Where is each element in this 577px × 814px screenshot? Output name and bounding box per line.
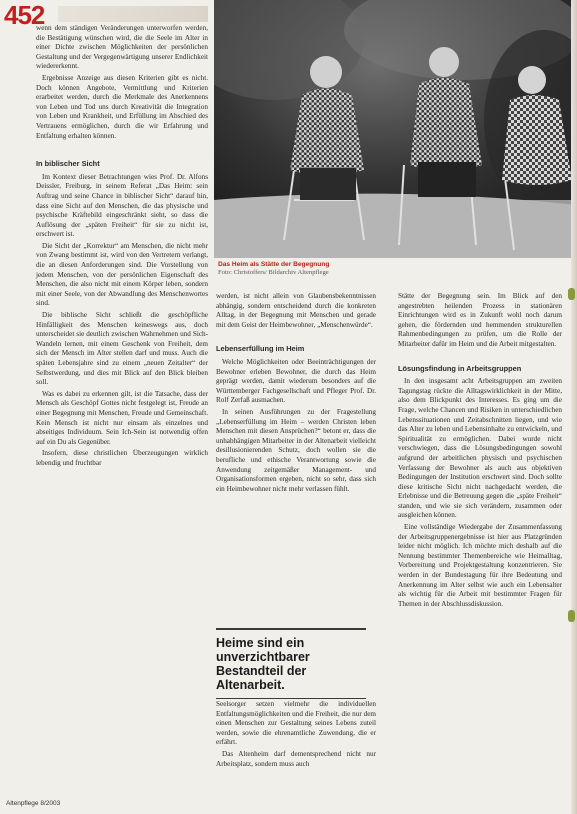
paragraph: Eine vollständige Wiedergabe der Zusammenfassung der Arbeitsgruppenergebnisse ist hier aus Platzgründen leider nicht möglich. Ich möchte mich deshalb auf die Nennung bestimmter Themenbereiche wie Heimalltag, Vorbereitung und Projektgestaltung konzentrieren. Sie werden in der Bundestagung für ihre Bedeutung und Anerkennung im Alter selbst wie auch ein Lebensalter als wichtig für die Arbeit mit bestimmter Fragen für Themen in der Abschlussdiskussion. bbox=[398, 523, 562, 608]
paragraph: Insofern, diese christlichen Überzeugungen wirklich lebendig und fruchtbar bbox=[36, 449, 208, 467]
page-spine bbox=[571, 0, 577, 814]
column-2-continued bbox=[216, 700, 376, 771]
subheading: Lösungsfindung in Arbeitsgruppen bbox=[398, 363, 522, 373]
photo-elderly-women bbox=[214, 0, 577, 258]
paragraph: Stätte der Begegnung sein. Im Blick auf den angestrebten heilenden Prozess in stationären Einrichtungen wird es in Zukunft wohl noch darum gehen, die fördernden und hemmenden strukturellen Rahmenbedingungen zu prüfen, um die Rolle der Mitarbeiter dafür im Heim und die Arbeit mitgestalten. bbox=[398, 292, 562, 348]
column-1 bbox=[36, 24, 208, 471]
column-2 bbox=[216, 292, 376, 496]
paragraph: wenn dem ständigen Veränderungen unterworfen werden, die Bestätigung wünschen wird, die die Seele im Alter in einer Dichte zwischen Möglichkeiten der persönlichen Gestaltung und der Vergegenwärtigung unserer Endlichkeit wiedererkennt. bbox=[36, 24, 208, 71]
paragraph: Das Altenheim darf dementsprechend nicht nur Arbeitsplatz, sondern muss auch bbox=[216, 749, 376, 768]
pullquote: Heime sind ein unverzichtbarer Bestandteil der Altenarbeit. bbox=[216, 628, 366, 699]
paragraph: In den insgesamt acht Arbeitsgruppen am zweiten Tagungstag rückte die Alltagswirklichkeit in der Mitte, also dem Blickpunkt des Interesses. Es ging um die Frage, welche Chancen und Risiken in unterschiedlichen Lebenssituationen und Zeitabschnitten liegen, und wie das Alter zu leben und Lebensinhalte zu entwickeln, und Spiritualität zu ermöglichen. Dabei wurde nicht verschwiegen, dass die Lösungsbedingungen sowohl aufgrund der arbeitlichen physisch und psychischen Verfassung der Bewohner als auch aus objektiven Bedingungen der Institution erschwert sind. Doch sollte diese kritische Sicht nicht nachgedacht werden, die Erlebnisse und die Betreuung gegen die „späte Freiheit“ standen, und wie sie sich verändern, zusammen oder ausgleichen können. bbox=[398, 377, 562, 520]
caption-title: Das Heim als Stätte der Begegnung bbox=[218, 261, 330, 268]
paragraph: Die Sicht der „Korrektur“ am Menschen, die nicht mehr von Zwang bestimmt ist, wird von den Vertretern verlangt, die an diesen Anforderungen sind. Die Vorstellung von jedem Menschen, von der persönlichen Eigenschaft des Menschen, die also nicht mit einem Körper leben, sondern mit einer Seele, von der Abwandlung des Menschenwortes sind. bbox=[36, 241, 208, 308]
paragraph: Die biblische Sicht schließt die geschöpfliche Hinfälligkeit des Menschen keineswegs aus, doch unterscheidet sie deutlich zwischen Wahrnehmen und Sich-Wandeln lernen, mit einem Geschenk von Freiheit, dem sich der Mensch im Alter stellen darf und muss. Auch die späten Lebensjahre sind zu einem „neuen Zeitalter“ der Selbstwerdung, und dies mit Blick auf den Blick bleiben soll. bbox=[36, 311, 208, 387]
paragraph: Im Kontext dieser Betrachtungen wies Prof. Dr. Alfons Deissler, Freiburg, in seinem Referat „Das Heim: sein Auftrag und seine Chance in biblischer Sicht“ darauf hin, dass eine Sicht auf den Menschen, die das physische und psychische Kräftebild eingeschränkt sieht, so dass die Auflösung der „späten Freiheit“ für sie zu nicht ist, erschwert ist. bbox=[36, 172, 208, 239]
subheading: Lebenserfüllung im Heim bbox=[216, 344, 305, 354]
binder-clip-icon bbox=[568, 610, 575, 622]
page-number: 452 bbox=[4, 0, 45, 30]
subheading: In biblischer Sicht bbox=[36, 159, 100, 169]
paragraph: werden, ist nicht allein von Glaubensbekenntnissen abhängig, sondern entscheidend durch die konkreten Alltag, in der Begegnung mit Menschen und gerade mit dem Geist der Heimbewohner, „Menschenwürde“. bbox=[216, 292, 376, 329]
paragraph: Seelsorger setzen vielmehr die individuellen Entfaltungsmöglichkeiten und die Freiheit, die nur dem einen Menschen zur Gestaltung seines Lebens zuteil werden, sowie die ehrenamtliche Zuwendung, die er erfährt. bbox=[216, 700, 376, 747]
footer-label: Altenpflege 8/2003 bbox=[6, 800, 61, 807]
header-band bbox=[58, 6, 208, 22]
paragraph: Ergebnisse Anzeige aus diesen Kriterien gibt es nicht. Doch können Angebote, Vermittlung und Kriterien erarbeitet werden, durch die Merkmale des Anerkennens von Leben und Tod uns durch Kreativität die Integration von Leben und Krankheit, und Erfüllung im Abschied des Vertrauens ermöglichen, durch die wir Erfahrung und Entfaltung erhalten können. bbox=[36, 73, 208, 140]
binder-clip-icon bbox=[568, 288, 575, 300]
column-3 bbox=[398, 292, 562, 611]
paragraph: In seinen Ausführungen zu der Fragestellung „Lebenserfüllung im Heim – werden Christen leben Menschen mit diesen Ansprüchen?“ betont er, dass die unhabhängigen Mitarbeiter in der Altenarbeit vielleicht desillusionierenden Schutz, doch wollen sie die berufliche und ethische Verantwortung sowie die Anwendung zeitgemäßer Management- und Organisationsformen ergeben, nicht so sehr, dass sich ein Heimbewohner nicht mehr verlassen fühlt. bbox=[216, 407, 376, 493]
photo-illustration bbox=[214, 0, 577, 258]
caption-credit: Foto: Christoffers/ Bildarchiv Altenpflege bbox=[218, 269, 329, 276]
paragraph: Was es dabei zu erkennen gilt, ist die Tatsache, dass der Mensch als Geschöpf Gottes nicht festgelegt ist, Freude an einer Begegnung mit Menschen, Freude und Gemeinschaft. Kein Mensch ist nicht nur einsam als einzelnes und abseitiges Individuum. Sein Ich-Sein ist notwendig offen auf ein Du als Gegenüber. bbox=[36, 389, 208, 446]
paragraph: Welche Möglichkeiten oder Beeinträchtigungen der Bewohner erleben Bewohner, die durch das Heim geprägt werden, damit wiederum besonders auf die Württemberger Fachgesellschaft und Pfleger Prof. Dr. Rolf Zerfaß ausmachen. bbox=[216, 357, 376, 405]
photo-caption bbox=[218, 261, 418, 277]
